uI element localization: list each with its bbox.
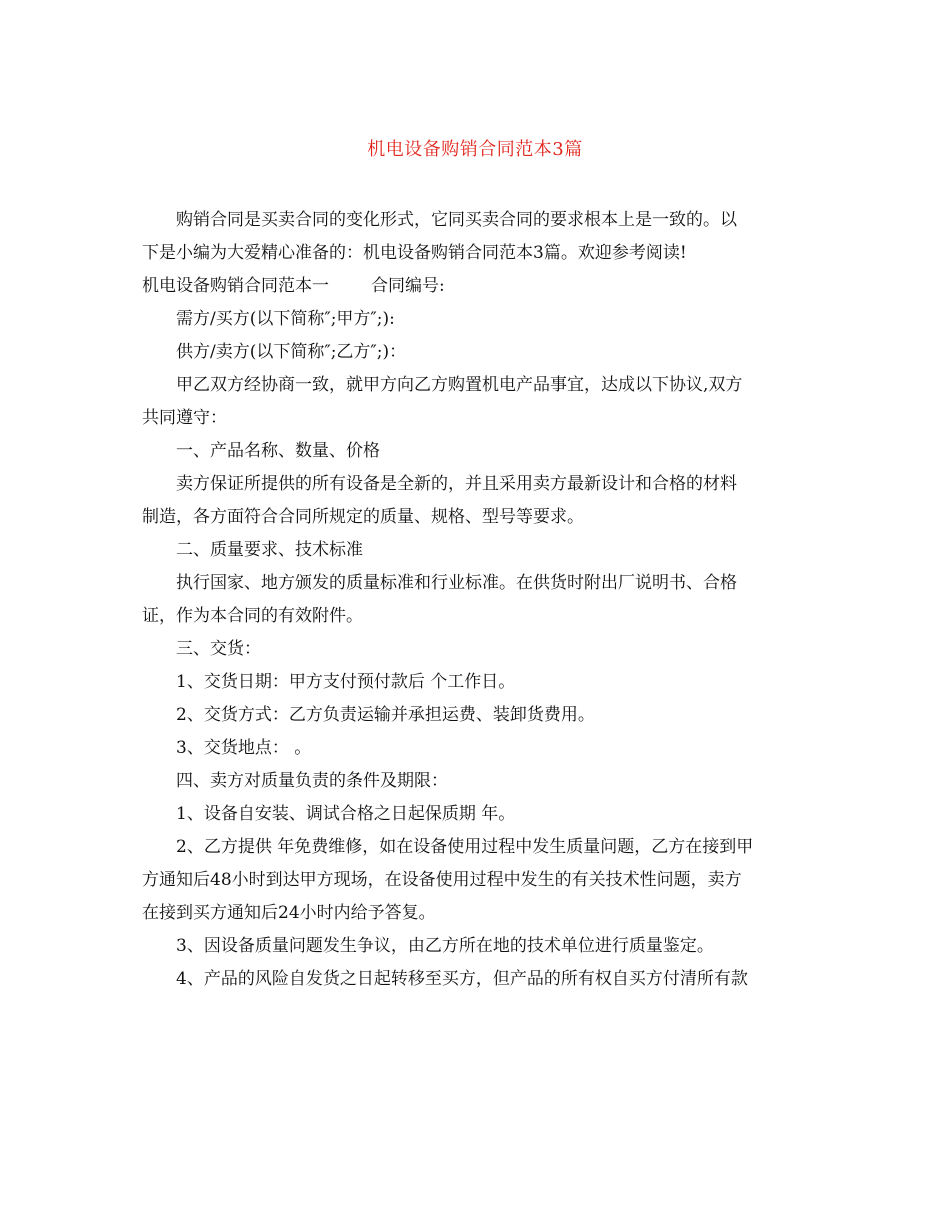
section-3-heading: 三、交货： <box>176 639 261 659</box>
section-4-item-4-line-1: 4、产品的风险自发货之日起转移至买方，但产品的所有权自买方付清所有款 <box>176 969 748 989</box>
section-2-heading: 二、质量要求、技术标准 <box>176 540 363 560</box>
section-4-item-1: 1、设备自安装、调试合格之日起保质期 年。 <box>176 804 516 824</box>
section-2-line-1: 执行国家、地方颁发的质量标准和行业标准。在供货时附出厂说明书、合格 <box>176 573 737 593</box>
agreement-line-2: 共同遵守： <box>142 408 227 428</box>
contract-number-label: 合同编号: <box>371 276 445 296</box>
contract-subtitle: 机电设备购销合同范本一 <box>142 276 329 296</box>
seller-line: 供方/卖方(以下简称″;乙方″;)： <box>176 342 407 362</box>
section-4-item-3: 3、因设备质量问题发生争议，由乙方所在地的技术单位进行质量鉴定。 <box>176 936 714 956</box>
intro-line-2: 下是小编为大爱精心准备的：机电设备购销合同范本3篇。欢迎参考阅读! <box>142 243 687 263</box>
section-1-line-2: 制造，各方面符合合同所规定的质量、规格、型号等要求。 <box>142 507 584 527</box>
document-title: 机电设备购销合同范本3篇 <box>367 139 583 160</box>
section-4-item-2-line-2: 方通知后48小时到达甲方现场，在设备使用过程中发生的有关技术性问题，卖方 <box>142 870 742 890</box>
section-2-line-2: 证，作为本合同的有效附件。 <box>142 606 363 626</box>
section-1-line-1: 卖方保证所提供的所有设备是全新的，并且采用卖方最新设计和合格的材料 <box>176 474 737 494</box>
buyer-line: 需方/买方(以下简称″;甲方″;): <box>176 309 395 329</box>
document-body <box>142 204 802 996</box>
section-1-heading: 一、产品名称、数量、价格 <box>176 441 380 461</box>
agreement-line-1: 甲乙双方经协商一致，就甲方向乙方购置机电产品事宜，达成以下协议,双方 <box>176 375 743 395</box>
contract-header-row <box>142 270 802 303</box>
section-4-heading: 四、卖方对质量负责的条件及期限： <box>176 771 448 791</box>
section-4-item-2-line-3: 在接到买方通知后24小时内给予答复。 <box>142 903 436 923</box>
section-4-item-2-line-1: 2、乙方提供 年免费维修，如在设备使用过程中发生质量问题，乙方在接到甲 <box>176 837 754 857</box>
section-3-item-3: 3、交货地点： 。 <box>176 738 312 758</box>
section-3-item-2: 2、交货方式：乙方负责运输并承担运费、装卸货费用。 <box>176 705 595 725</box>
section-3-item-1: 1、交货日期：甲方支付预付款后 个工作日。 <box>176 672 516 692</box>
intro-line-1: 购销合同是买卖合同的变化形式，它同买卖合同的要求根本上是一致的。以 <box>176 210 737 230</box>
